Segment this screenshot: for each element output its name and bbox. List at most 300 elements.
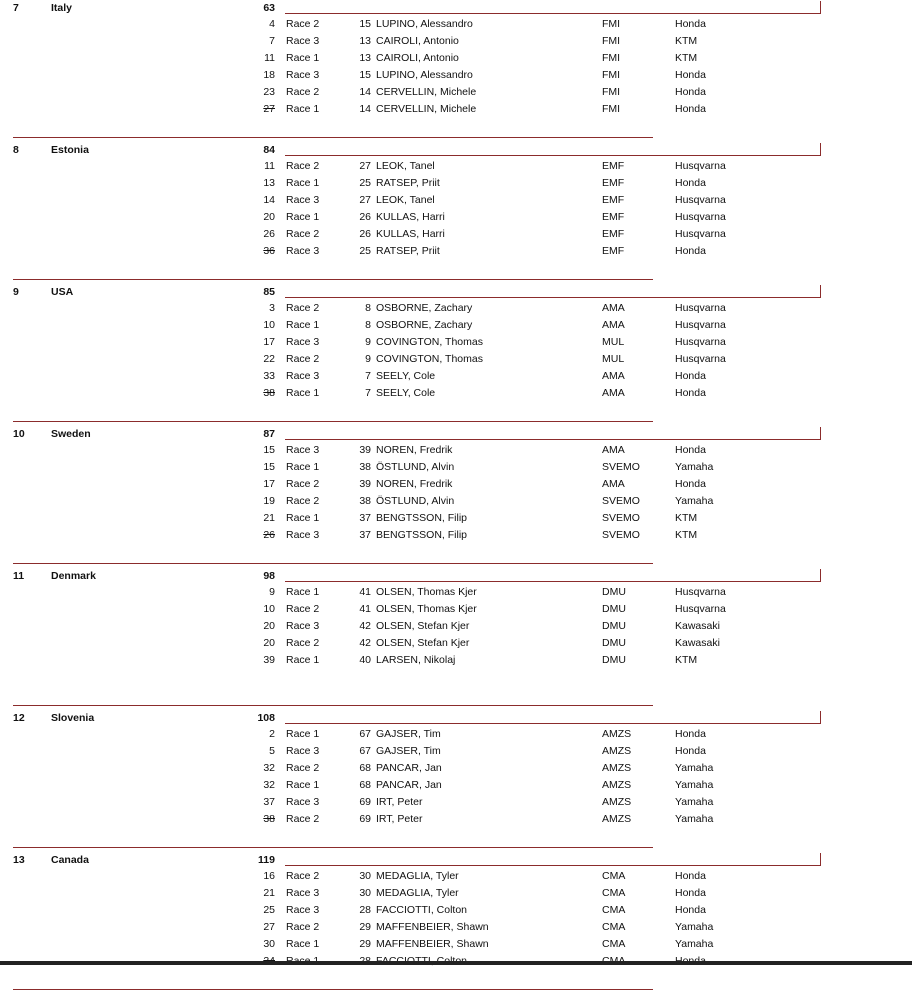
brand-cell: Husqvarna: [675, 603, 726, 615]
brand-cell: Honda: [675, 86, 706, 98]
federation-cell: FMI: [602, 69, 621, 81]
block-separator: [13, 279, 653, 280]
nation-name: Italy: [51, 2, 73, 14]
result-row: [0, 618, 912, 635]
brand-cell: Honda: [675, 103, 706, 115]
rider-name-cell: OLSEN, Stefan Kjer: [376, 620, 470, 632]
rider-number-cell: 28: [359, 904, 371, 916]
brand-cell: Yamaha: [675, 938, 714, 950]
federation-cell: AMZS: [602, 762, 632, 774]
rider-name-cell: COVINGTON, Thomas: [376, 353, 483, 365]
brand-cell: Yamaha: [675, 762, 714, 774]
nation-name: Sweden: [51, 428, 91, 440]
rider-name-cell: LARSEN, Nikolaj: [376, 654, 456, 666]
result-row: [0, 459, 912, 476]
federation-cell: SVEMO: [602, 495, 640, 507]
nation-name: Slovenia: [51, 712, 95, 724]
block-separator: [13, 137, 653, 138]
block-separator: [13, 847, 653, 848]
rider-number-cell: 39: [359, 478, 371, 490]
race-cell: Race 2: [286, 478, 320, 490]
position-cell: 38: [263, 813, 275, 825]
position-cell: 27: [263, 921, 275, 933]
block-separator: [13, 705, 653, 706]
nation-block: [0, 852, 912, 994]
position-cell: 11: [264, 52, 275, 64]
position-cell: 14: [263, 194, 275, 206]
race-cell: Race 1: [286, 779, 320, 791]
federation-cell: AMA: [602, 444, 625, 456]
race-cell: Race 2: [286, 762, 320, 774]
position-cell: 10: [263, 603, 275, 615]
nation-rank: 11: [13, 570, 25, 582]
rider-name-cell: LEOK, Tanel: [376, 160, 435, 172]
race-cell: Race 1: [286, 387, 320, 399]
position-cell: 20: [263, 637, 275, 649]
rider-number-cell: 27: [359, 160, 371, 172]
race-cell: Race 1: [286, 52, 320, 64]
result-row: [0, 33, 912, 50]
brand-cell: Husqvarna: [675, 211, 726, 223]
federation-cell: EMF: [602, 160, 625, 172]
race-cell: Race 3: [286, 745, 320, 757]
block-separator: [13, 421, 653, 422]
result-row: [0, 317, 912, 334]
result-row: [0, 385, 912, 402]
rider-name-cell: SEELY, Cole: [376, 370, 436, 382]
rider-name-cell: LEOK, Tanel: [376, 194, 435, 206]
race-cell: Race 3: [286, 245, 320, 257]
nation-rank: 9: [13, 286, 19, 298]
bottom-edge-bar: [0, 961, 912, 965]
rider-number-cell: 8: [365, 302, 371, 314]
federation-cell: AMZS: [602, 796, 632, 808]
nation-total-points: 85: [263, 286, 275, 298]
header-rule-tick: [820, 285, 821, 298]
brand-cell: Husqvarna: [675, 194, 726, 206]
rider-number-cell: 38: [359, 461, 371, 473]
federation-cell: EMF: [602, 228, 625, 240]
nation-rank: 12: [13, 712, 25, 724]
race-cell: Race 3: [286, 529, 320, 541]
federation-cell: AMA: [602, 319, 625, 331]
federation-cell: MUL: [602, 353, 625, 365]
federation-cell: CMA: [602, 887, 626, 899]
result-row: [0, 635, 912, 652]
result-row: [0, 16, 912, 33]
position-cell: 26: [263, 529, 275, 541]
federation-cell: CMA: [602, 870, 626, 882]
rider-number-cell: 15: [359, 69, 371, 81]
race-cell: Race 2: [286, 637, 320, 649]
result-row: [0, 885, 912, 902]
rider-number-cell: 40: [359, 654, 371, 666]
race-cell: Race 3: [286, 904, 320, 916]
federation-cell: DMU: [602, 620, 626, 632]
race-cell: Race 1: [286, 512, 320, 524]
race-cell: Race 3: [286, 194, 320, 206]
rider-number-cell: 69: [359, 796, 371, 808]
brand-cell: Yamaha: [675, 921, 714, 933]
brand-cell: Husqvarna: [675, 228, 726, 240]
federation-cell: FMI: [602, 52, 621, 64]
brand-cell: Yamaha: [675, 495, 714, 507]
federation-cell: SVEMO: [602, 512, 640, 524]
brand-cell: Husqvarna: [675, 336, 726, 348]
race-cell: Race 3: [286, 887, 320, 899]
rider-name-cell: CERVELLIN, Michele: [376, 86, 477, 98]
federation-cell: AMA: [602, 478, 625, 490]
nation-block: [0, 142, 912, 284]
rider-name-cell: PANCAR, Jan: [376, 762, 442, 774]
federation-cell: FMI: [602, 103, 621, 115]
result-row: [0, 584, 912, 601]
federation-cell: EMF: [602, 194, 625, 206]
nation-name: USA: [51, 286, 74, 298]
brand-cell: Honda: [675, 728, 706, 740]
rider-name-cell: PANCAR, Jan: [376, 779, 442, 791]
position-cell: 26: [263, 228, 275, 240]
rider-name-cell: COVINGTON, Thomas: [376, 336, 483, 348]
race-cell: Race 2: [286, 921, 320, 933]
position-cell: 32: [263, 779, 275, 791]
nation-total-points: 119: [258, 854, 275, 866]
rider-number-cell: 27: [359, 194, 371, 206]
race-cell: Race 3: [286, 796, 320, 808]
header-rule: [285, 155, 821, 156]
position-cell: 21: [263, 887, 275, 899]
rider-name-cell: CERVELLIN, Michele: [376, 103, 477, 115]
result-row: [0, 158, 912, 175]
result-row: [0, 476, 912, 493]
result-row: [0, 192, 912, 209]
race-cell: Race 2: [286, 603, 320, 615]
federation-cell: AMZS: [602, 779, 632, 791]
header-rule-tick: [820, 1, 821, 14]
position-cell: 23: [263, 86, 275, 98]
header-rule-tick: [820, 853, 821, 866]
brand-cell: Kawasaki: [675, 620, 720, 632]
rider-number-cell: 8: [365, 319, 371, 331]
rider-name-cell: OLSEN, Thomas Kjer: [376, 603, 477, 615]
brand-cell: Husqvarna: [675, 353, 726, 365]
rider-name-cell: MAFFENBEIER, Shawn: [376, 938, 489, 950]
race-cell: Race 3: [286, 444, 320, 456]
federation-cell: DMU: [602, 603, 626, 615]
position-cell: 15: [263, 461, 275, 473]
result-row: [0, 902, 912, 919]
race-cell: Race 2: [286, 86, 320, 98]
result-row: [0, 777, 912, 794]
result-row: [0, 652, 912, 669]
result-row: [0, 527, 912, 544]
rider-name-cell: MEDAGLIA, Tyler: [376, 870, 459, 882]
rider-number-cell: 41: [359, 586, 371, 598]
race-cell: Race 2: [286, 302, 320, 314]
position-cell: 30: [263, 938, 275, 950]
rider-name-cell: SEELY, Cole: [376, 387, 436, 399]
rider-name-cell: LUPINO, Alessandro: [376, 69, 473, 81]
result-row: [0, 726, 912, 743]
rider-name-cell: KULLAS, Harri: [376, 228, 445, 240]
rider-name-cell: OLSEN, Thomas Kjer: [376, 586, 477, 598]
result-row: [0, 300, 912, 317]
rider-name-cell: BENGTSSON, Filip: [376, 529, 468, 541]
position-cell: 17: [263, 478, 275, 490]
federation-cell: EMF: [602, 177, 625, 189]
position-cell: 17: [263, 336, 275, 348]
federation-cell: AMZS: [602, 813, 632, 825]
result-row: [0, 760, 912, 777]
header-rule-tick: [820, 569, 821, 582]
brand-cell: Honda: [675, 444, 706, 456]
position-cell: 36: [263, 245, 275, 257]
position-cell: 39: [263, 654, 275, 666]
result-row: [0, 794, 912, 811]
federation-cell: AMA: [602, 302, 625, 314]
nation-name: Estonia: [51, 144, 89, 156]
rider-number-cell: 30: [359, 870, 371, 882]
nation-name: Canada: [51, 854, 89, 866]
position-cell: 4: [269, 18, 275, 30]
rider-number-cell: 26: [359, 211, 371, 223]
race-cell: Race 1: [286, 211, 320, 223]
race-cell: Race 3: [286, 35, 320, 47]
federation-cell: CMA: [602, 938, 626, 950]
rider-number-cell: 68: [359, 779, 371, 791]
result-row: [0, 493, 912, 510]
brand-cell: Husqvarna: [675, 160, 726, 172]
brand-cell: KTM: [675, 654, 698, 666]
race-cell: Race 2: [286, 353, 320, 365]
result-row: [0, 351, 912, 368]
result-row: [0, 510, 912, 527]
result-row: [0, 50, 912, 67]
brand-cell: Kawasaki: [675, 637, 720, 649]
nation-rank: 10: [13, 428, 25, 440]
rider-name-cell: IRT, Peter: [376, 796, 423, 808]
nation-total-points: 84: [263, 144, 275, 156]
rider-number-cell: 67: [359, 728, 371, 740]
nation-total-points: 98: [263, 570, 275, 582]
rider-number-cell: 29: [359, 938, 371, 950]
race-cell: Race 1: [286, 728, 320, 740]
race-cell: Race 2: [286, 160, 320, 172]
federation-cell: EMF: [602, 245, 625, 257]
header-rule: [285, 865, 821, 866]
race-cell: Race 1: [286, 938, 320, 950]
position-cell: 22: [263, 353, 275, 365]
rider-name-cell: NOREN, Fredrik: [376, 444, 453, 456]
federation-cell: DMU: [602, 654, 626, 666]
position-cell: 38: [263, 387, 275, 399]
rider-name-cell: FACCIOTTI, Colton: [376, 904, 468, 916]
rider-number-cell: 39: [359, 444, 371, 456]
brand-cell: KTM: [675, 52, 698, 64]
rider-name-cell: KULLAS, Harri: [376, 211, 445, 223]
brand-cell: Honda: [675, 478, 706, 490]
header-rule-tick: [820, 143, 821, 156]
brand-cell: Yamaha: [675, 461, 714, 473]
rider-name-cell: CAIROLI, Antonio: [376, 52, 459, 64]
nation-rank: 13: [13, 854, 25, 866]
nation-block: [0, 0, 912, 142]
header-rule: [285, 581, 821, 582]
rider-name-cell: MEDAGLIA, Tyler: [376, 887, 459, 899]
rider-name-cell: OLSEN, Stefan Kjer: [376, 637, 470, 649]
position-cell: 20: [263, 211, 275, 223]
rider-name-cell: RATSEP, Priit: [376, 245, 440, 257]
race-cell: Race 1: [286, 103, 320, 115]
nation-rank: 7: [13, 2, 19, 14]
rider-name-cell: GAJSER, Tim: [376, 728, 441, 740]
rider-number-cell: 37: [359, 512, 371, 524]
nation-total-points: 108: [257, 712, 275, 724]
result-row: [0, 226, 912, 243]
position-cell: 11: [264, 160, 275, 172]
brand-cell: KTM: [675, 35, 698, 47]
race-cell: Race 3: [286, 620, 320, 632]
race-cell: Race 2: [286, 870, 320, 882]
rider-number-cell: 13: [359, 52, 371, 64]
rider-name-cell: IRT, Peter: [376, 813, 423, 825]
rider-number-cell: 42: [359, 637, 371, 649]
rider-name-cell: RATSEP, Priit: [376, 177, 440, 189]
federation-cell: SVEMO: [602, 529, 640, 541]
position-cell: 13: [263, 177, 275, 189]
result-row: [0, 101, 912, 118]
result-row: [0, 175, 912, 192]
brand-cell: Honda: [675, 245, 706, 257]
position-cell: 37: [263, 796, 275, 808]
position-cell: 3: [269, 302, 275, 314]
brand-cell: Honda: [675, 745, 706, 757]
position-cell: 18: [263, 69, 275, 81]
race-cell: Race 1: [286, 654, 320, 666]
rider-number-cell: 14: [359, 86, 371, 98]
header-rule-tick: [820, 711, 821, 724]
header-rule: [285, 723, 821, 724]
position-cell: 33: [263, 370, 275, 382]
federation-cell: DMU: [602, 637, 626, 649]
rider-number-cell: 15: [359, 18, 371, 30]
rider-name-cell: GAJSER, Tim: [376, 745, 441, 757]
brand-cell: Husqvarna: [675, 586, 726, 598]
position-cell: 19: [263, 495, 275, 507]
federation-cell: DMU: [602, 586, 626, 598]
brand-cell: Honda: [675, 904, 706, 916]
brand-cell: KTM: [675, 529, 698, 541]
rider-number-cell: 9: [365, 353, 371, 365]
race-cell: Race 3: [286, 370, 320, 382]
nation-block: [0, 568, 912, 710]
block-separator: [13, 989, 653, 990]
rider-number-cell: 37: [359, 529, 371, 541]
position-cell: 32: [263, 762, 275, 774]
rider-name-cell: NOREN, Fredrik: [376, 478, 453, 490]
federation-cell: CMA: [602, 904, 626, 916]
position-cell: 7: [269, 35, 275, 47]
brand-cell: Yamaha: [675, 779, 714, 791]
race-cell: Race 1: [286, 177, 320, 189]
result-row: [0, 368, 912, 385]
position-cell: 5: [269, 745, 275, 757]
result-row: [0, 67, 912, 84]
rider-name-cell: OSBORNE, Zachary: [376, 319, 473, 331]
brand-cell: Honda: [675, 177, 706, 189]
result-row: [0, 811, 912, 828]
race-cell: Race 3: [286, 336, 320, 348]
nation-block: [0, 710, 912, 852]
result-row: [0, 919, 912, 936]
position-cell: 9: [269, 586, 275, 598]
federation-cell: AMZS: [602, 728, 632, 740]
brand-cell: Husqvarna: [675, 319, 726, 331]
rider-number-cell: 30: [359, 887, 371, 899]
brand-cell: Husqvarna: [675, 302, 726, 314]
nation-rank: 8: [13, 144, 19, 156]
brand-cell: Yamaha: [675, 813, 714, 825]
nation-total-points: 87: [263, 428, 275, 440]
header-rule-tick: [820, 427, 821, 440]
position-cell: 10: [263, 319, 275, 331]
rider-number-cell: 67: [359, 745, 371, 757]
brand-cell: Yamaha: [675, 796, 714, 808]
result-row: [0, 209, 912, 226]
position-cell: 2: [269, 728, 275, 740]
rider-number-cell: 29: [359, 921, 371, 933]
race-cell: Race 2: [286, 228, 320, 240]
race-cell: Race 2: [286, 813, 320, 825]
nation-block: [0, 426, 912, 568]
race-cell: Race 1: [286, 586, 320, 598]
header-rule: [285, 297, 821, 298]
nation-total-points: 63: [263, 2, 275, 14]
result-row: [0, 936, 912, 953]
rider-number-cell: 38: [359, 495, 371, 507]
rider-name-cell: OSBORNE, Zachary: [376, 302, 473, 314]
federation-cell: AMA: [602, 387, 625, 399]
brand-cell: Honda: [675, 387, 706, 399]
rider-number-cell: 7: [365, 370, 371, 382]
rider-number-cell: 68: [359, 762, 371, 774]
rider-number-cell: 26: [359, 228, 371, 240]
rider-name-cell: LUPINO, Alessandro: [376, 18, 473, 30]
federation-cell: AMA: [602, 370, 625, 382]
race-cell: Race 2: [286, 18, 320, 30]
block-separator: [13, 563, 653, 564]
brand-cell: KTM: [675, 512, 698, 524]
result-row: [0, 442, 912, 459]
race-cell: Race 3: [286, 69, 320, 81]
rider-name-cell: ÖSTLUND, Alvin: [376, 495, 455, 507]
rider-number-cell: 25: [359, 177, 371, 189]
federation-cell: FMI: [602, 18, 621, 30]
result-row: [0, 243, 912, 260]
position-cell: 25: [263, 904, 275, 916]
result-row: [0, 743, 912, 760]
brand-cell: Honda: [675, 887, 706, 899]
brand-cell: Honda: [675, 870, 706, 882]
result-row: [0, 84, 912, 101]
federation-cell: FMI: [602, 86, 621, 98]
position-cell: 21: [263, 512, 275, 524]
rider-name-cell: BENGTSSON, Filip: [376, 512, 468, 524]
rider-number-cell: 25: [359, 245, 371, 257]
federation-cell: AMZS: [602, 745, 632, 757]
position-cell: 27: [263, 103, 275, 115]
federation-cell: MUL: [602, 336, 625, 348]
